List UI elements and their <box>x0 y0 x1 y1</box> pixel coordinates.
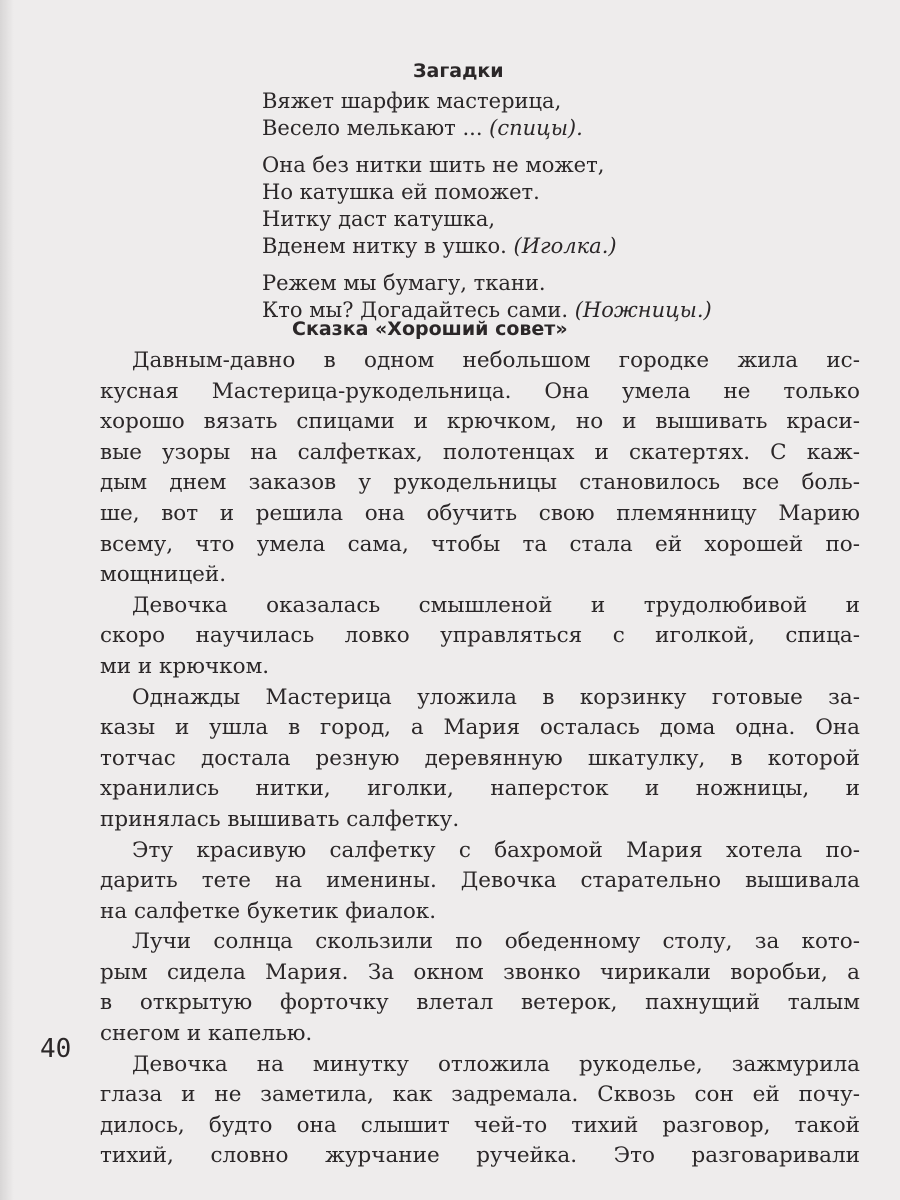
text-line: дарить тете на именины. Девочка старательно вышивала <box>100 868 860 894</box>
text-line: хорошо вязать спицами и крючком, но и вышивать краси- <box>100 409 860 435</box>
text-line: казы и ушла в город, а Мария осталась дома одна. Она <box>100 715 860 741</box>
riddle-line <box>262 88 712 115</box>
text-line: на салфетке букетик фиалок. <box>100 898 437 924</box>
paragraph <box>100 1050 860 1172</box>
text-line: в открытую форточку влетал ветерок, пахнущий талым <box>100 990 860 1016</box>
riddle-line <box>262 270 712 297</box>
story-title: Сказка «Хороший совет» <box>292 318 568 340</box>
story-text <box>100 346 860 1172</box>
text-line: Лучи солнца скользили по обеденному столу, за кото- <box>132 929 860 955</box>
text-line: ми и крючком. <box>100 653 270 679</box>
text-line: мощницей. <box>100 562 227 588</box>
riddle-line-text: Вденем нитку в ушко. <box>262 234 514 258</box>
text-line: глаза и не заметила, как задремала. Сквозь сон ей почу- <box>100 1082 860 1108</box>
text-line: принялась вышивать салфетку. <box>100 806 460 832</box>
paragraph <box>100 591 860 683</box>
riddle-line <box>262 115 712 142</box>
text-line: хранились нитки, иголки, наперсток и ножницы, и <box>100 776 860 802</box>
text-line: снегом и капелью. <box>100 1021 313 1047</box>
riddle <box>262 152 712 260</box>
riddle-line <box>262 179 712 206</box>
riddle-line-text: Вяжет шарфик мастерица, <box>262 89 562 113</box>
riddle <box>262 270 712 324</box>
text-line: тотчас достала резную деревянную шкатулку, в которой <box>100 745 860 771</box>
riddle-line <box>262 206 712 233</box>
paragraph <box>100 927 860 1049</box>
text-line: дым днем заказов у рукодельницы становилось все боль- <box>100 470 860 496</box>
text-line: Давным-давно в одном небольшом городке жила ис- <box>132 348 860 373</box>
riddle-line <box>262 233 712 260</box>
riddle <box>262 88 712 142</box>
text-line: ше, вот и решила она обучить свою племянницу Марию <box>100 500 860 526</box>
riddles-heading: Загадки <box>413 60 504 82</box>
riddle-line-text: Но катушка ей поможет. <box>262 180 540 204</box>
page-number: 40 <box>40 1034 72 1064</box>
text-line: Однажды Мастерица уложила в корзинку готовые за- <box>132 684 860 710</box>
text-line: Девочка оказалась смышленой и трудолюбивой и <box>132 592 860 618</box>
riddle-line-text: Кто мы? Догадайтесь сами. <box>262 298 575 322</box>
paragraph <box>100 346 860 591</box>
text-line: кусная Мастерица-рукодельница. Она умела не только <box>100 378 860 404</box>
paragraph <box>100 683 860 836</box>
riddle-answer: (Иголка.) <box>513 234 617 258</box>
riddle-line <box>262 152 712 179</box>
text-line: Эту красивую салфетку с бахромой Мария хотела по- <box>132 837 860 863</box>
paragraph <box>100 836 860 928</box>
riddle-line-text: Она без нитки шить не может, <box>262 153 605 177</box>
text-line: тихий, словно журчание ручейка. Это разговаривали <box>100 1143 860 1169</box>
text-line: всему, что умела сама, чтобы та стала ей хорошей по- <box>100 531 860 557</box>
riddle-line-text: Нитку даст катушка, <box>262 207 496 231</box>
text-line: вые узоры на салфетках, полотенцах и скатертях. С каж- <box>100 439 860 465</box>
riddles-block <box>262 88 712 334</box>
riddle-answer: (Ножницы.) <box>574 298 712 322</box>
riddle-answer: (спицы). <box>489 116 583 140</box>
text-line: Девочка на минутку отложила рукоделье, зажмурила <box>132 1051 860 1077</box>
text-line: дилось, будто она слышит чей-то тихий разговор, такой <box>100 1112 860 1138</box>
text-line: скоро научилась ловко управляться с иголкой, спица- <box>100 623 860 649</box>
riddle-line-text: Режем мы бумагу, ткани. <box>262 271 546 295</box>
page-gutter-shadow <box>0 0 14 1200</box>
text-line: рым сидела Мария. За окном звонко чирикали воробьи, а <box>100 959 860 985</box>
riddle-line-text: Весело мелькают ... <box>262 116 490 140</box>
